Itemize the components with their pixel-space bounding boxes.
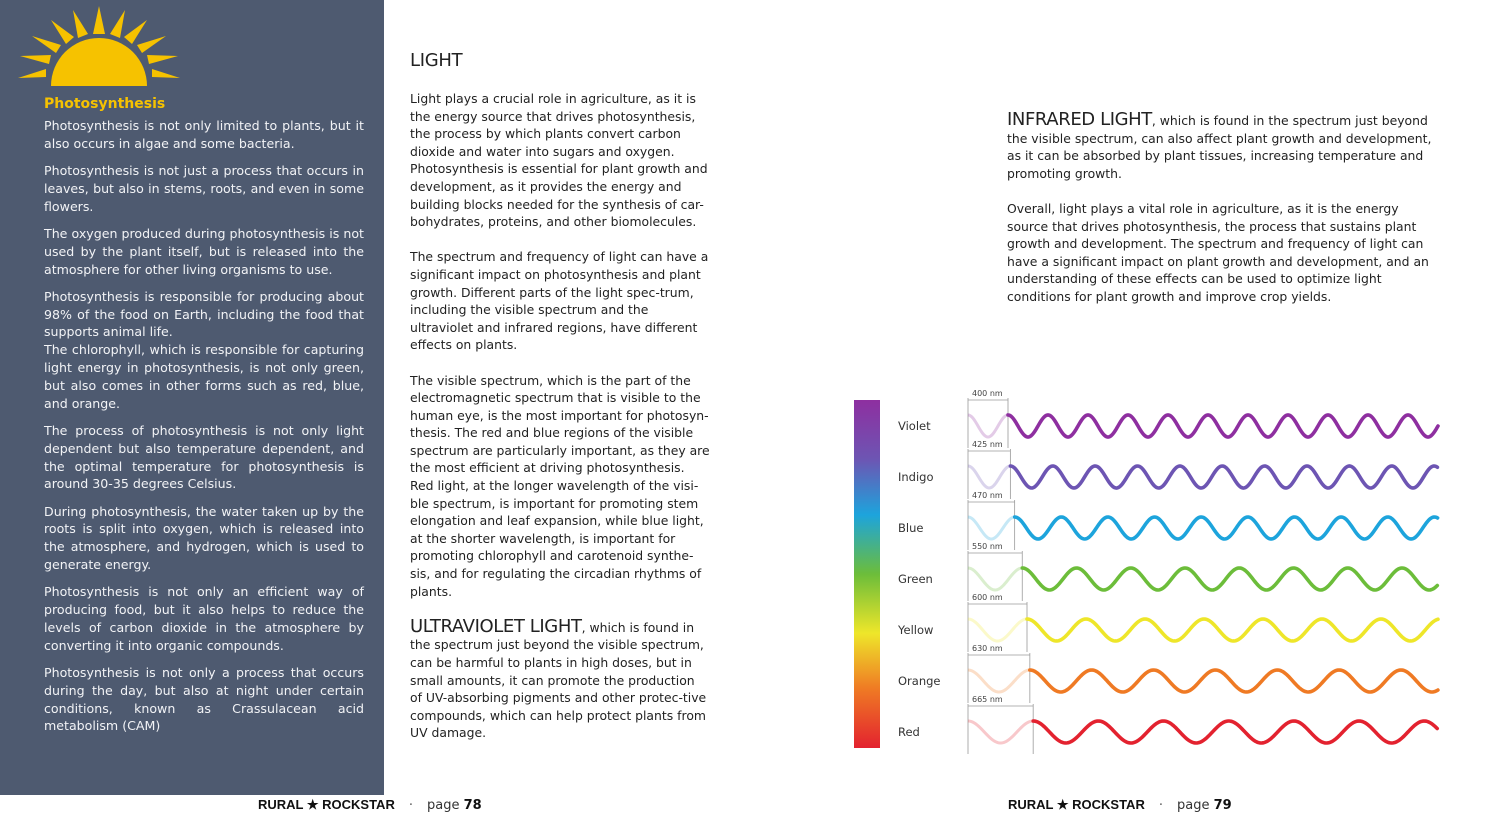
footer-left <box>258 795 482 817</box>
page-number-value: 78 <box>463 798 482 813</box>
sidebar-paragraph: Photosynthesis is not only a process that occurs during the day, but also at night under certain conditions, known as Crassulacean acid metabolism (CAM) <box>44 665 364 734</box>
ultraviolet-heading: ULTRAVIOLET LIGHT <box>410 615 582 637</box>
wave-line <box>1030 670 1438 692</box>
wave-ghost <box>968 517 1014 539</box>
sidebar-title: Photosynthesis <box>44 96 166 112</box>
wave-line <box>1010 466 1437 488</box>
article-paragraph: Light plays a crucial role in agriculture, as it is the energy source that drives photosynthesis, the process by which plants convert carbon dioxide and water into sugars and oxygen. Photosynthesis is essential for plant growth and development, as it provides the energy and building blocks needed for the synthesis of car-bohydrates, proteins, and other biomolecules. <box>410 91 708 230</box>
wavelength-label: 425 nm <box>972 440 1003 449</box>
wave-line <box>1008 415 1438 437</box>
infrared-heading: INFRARED LIGHT <box>1007 109 1152 130</box>
sidebar-paragraph: During photosynthesis, the water taken up by the roots is split into oxygen, which is released into the atmosphere, and hydrogen, which is used to generate energy. <box>44 503 364 573</box>
sidebar-paragraph: Photosynthesis is not just a process that occurs in leaves, but also in stems, roots, and even in some flowers. <box>44 163 364 214</box>
wave-ghost <box>968 619 1027 641</box>
wave-ghost <box>968 568 1022 590</box>
article-paragraph: Overall, light plays a vital role in agriculture, as it is the energy source that drives photosynthesis, the process that sustains plant growth and development. The spectrum and frequency of light can have a significant impact on plant growth and development, and an understanding of these effects can be used to optimize light conditions for plant growth and improve crop yields. <box>1007 200 1429 304</box>
wavelength-label: 600 nm <box>972 593 1003 602</box>
wavelength-label: 665 nm <box>972 695 1003 704</box>
wave-line <box>1015 517 1438 539</box>
sidebar-paragraph: The oxygen produced during photosynthesis is not used by the plant itself, but is released into the atmosphere for other living organisms to use. <box>44 225 364 277</box>
footer-right <box>1008 795 1232 817</box>
page-word: page <box>426 798 460 813</box>
wave-line <box>1033 721 1437 743</box>
color-label: Red <box>898 725 920 739</box>
sidebar-body <box>44 117 364 745</box>
wave-line <box>1027 619 1438 641</box>
wave-ghost <box>968 415 1008 437</box>
wavelength-label: 400 nm <box>972 389 1003 398</box>
light-article-column <box>410 50 710 760</box>
color-label: Indigo <box>898 470 934 484</box>
page-number-value: 79 <box>1213 798 1232 813</box>
infrared-article-column <box>1007 111 1437 323</box>
page-word: page <box>1176 798 1210 813</box>
sidebar-paragraph: The process of photosynthesis is not only light dependent but also temperature dependent, and the optimal temperature for photosynthesis is around 30-35 degrees Celsius. <box>44 422 364 492</box>
wavelength-label: 550 nm <box>972 542 1003 551</box>
color-label: Blue <box>898 521 924 535</box>
infrared-text: , which is found in the spectrum just beyond the visible spectrum, can also affect plant growth and development, as it can be absorbed by plant tissues, increasing temperature and promoting growth. <box>1007 113 1432 181</box>
sidebar-paragraph: Photosynthesis is responsible for producing about 98% of the food on Earth, including the food that supports animal life. <box>44 288 364 340</box>
wave-line <box>1022 568 1437 590</box>
sidebar-paragraph: Photosynthesis is not only an efficient way of producing food, but it also helps to reduce the levels of carbon dioxide in the atmosphere by converting it into organic compounds. <box>44 584 364 653</box>
wave-ghost <box>968 670 1029 692</box>
ultraviolet-paragraph <box>410 615 710 742</box>
wave-ghost <box>968 466 1010 488</box>
wave-ghost <box>968 721 1033 743</box>
footer-separator: · <box>1158 798 1163 813</box>
color-label: Orange <box>898 674 941 688</box>
footer-separator: · <box>408 798 413 813</box>
brand-name: RURAL ★ ROCKSTAR <box>258 797 395 812</box>
page-number <box>427 798 482 813</box>
page-number <box>1177 798 1232 813</box>
light-heading: LIGHT <box>410 50 463 71</box>
sidebar-paragraph: The chlorophyll, which is responsible for capturing light energy in photosynthesis, is not only green, but also comes in other forms such as red, blue, and orange. <box>44 342 364 411</box>
color-label: Green <box>898 572 933 586</box>
brand-name: RURAL ★ ROCKSTAR <box>1008 797 1145 812</box>
color-label: Violet <box>898 419 931 433</box>
sidebar-panel <box>0 0 384 795</box>
wavelength-label: 630 nm <box>972 644 1003 653</box>
spectrum-color-bar <box>854 400 880 748</box>
wavelength-label: 470 nm <box>972 491 1003 500</box>
article-paragraph: The spectrum and frequency of light can have a significant impact on photosynthesis and plant growth. Different parts of the light spec-trum, including the visible spectrum and the ultraviolet and infrared regions, have different effects on plants. <box>410 249 709 353</box>
color-label: Yellow <box>898 623 934 637</box>
sun-icon <box>18 6 180 94</box>
article-paragraph: The visible spectrum, which is the part of the electromagnetic spectrum that is visible to the human eye, is the most important for photosyn-thesis. The red and blue regions of the visible spectrum are particularly important, as they are the most efficient at driving photosynthesis. Red light, at the longer wavelength of the visi-ble spectrum, is important for promoting stem elongation and leaf expansion, while blue light, at the shorter wavelength, is important for promoting chlorophyll and carotenoid synthe-sis, and for regulating the circadian rhythms of plants. <box>410 372 710 599</box>
sidebar-paragraph: Photosynthesis is not only limited to plants, but it also occurs in algae and some bacteria. <box>44 118 364 151</box>
light-spectrum-diagram <box>850 388 1450 758</box>
ultraviolet-text: , which is found in the spectrum just beyond the visible spectrum, can be harmful to plants in high doses, but in small amounts, it can promote the production of UV-absorbing pigments and other protec-tive compounds, which can help protect plants from UV damage. <box>410 619 707 741</box>
infrared-paragraph <box>1007 111 1437 182</box>
